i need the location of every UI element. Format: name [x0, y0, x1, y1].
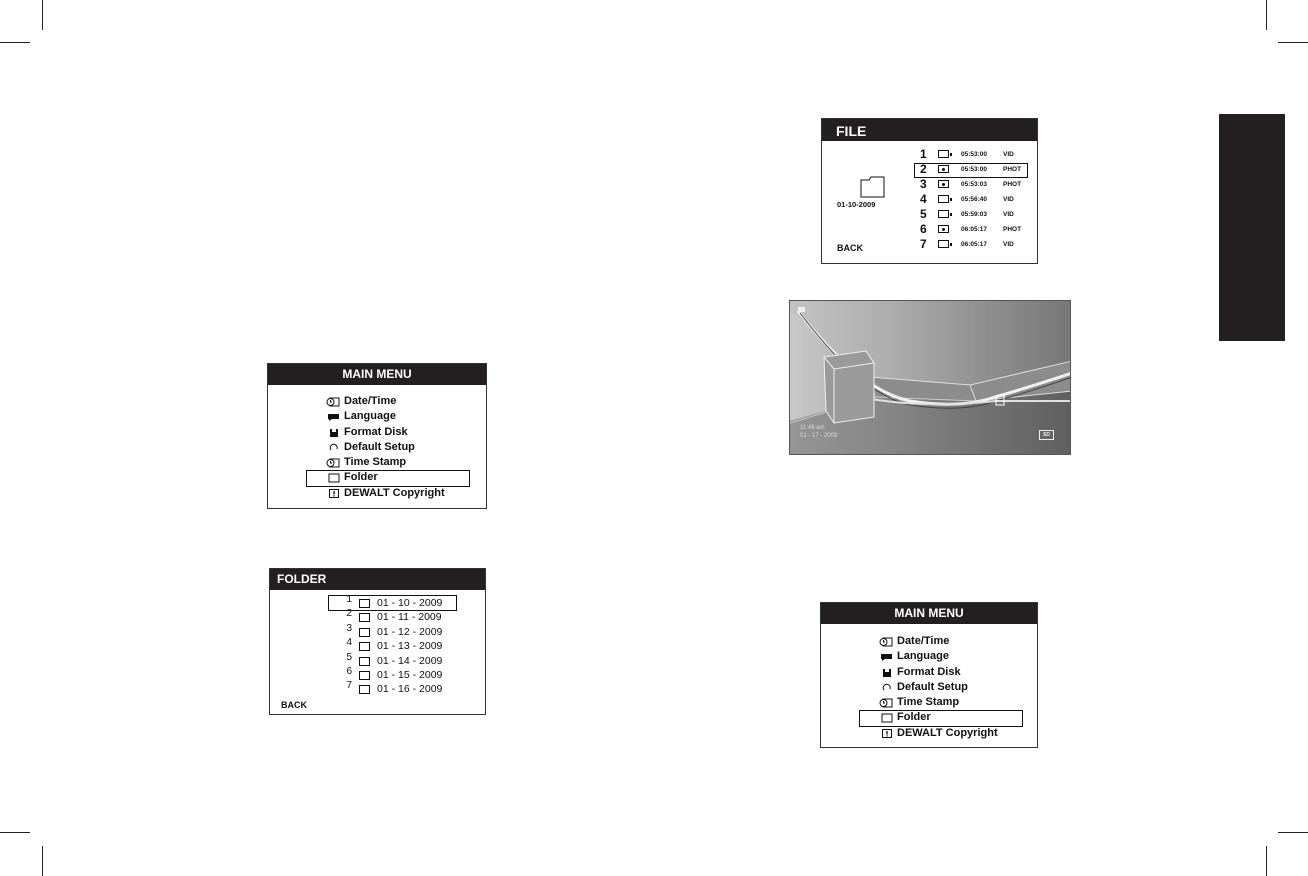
camera-time: 11:46 am [800, 425, 825, 431]
menu-item-dewalt-copyright[interactable] [314, 486, 464, 501]
folder-icon [359, 642, 370, 651]
crop-mark [1278, 42, 1308, 43]
menu-item-folder[interactable] [867, 710, 1017, 725]
file-row-time: 05:53:00 [961, 151, 988, 158]
file-row-time: 06:05:17 [961, 241, 988, 248]
menu-item-label: Time Stamp [897, 696, 960, 709]
main-menu-list [314, 394, 464, 501]
menu-item-dewalt-copyright[interactable] [867, 726, 1017, 741]
folder-row-date: 01 - 12 - 2009 [377, 625, 443, 638]
file-row[interactable] [914, 147, 1030, 162]
folder-row-date: 01 - 13 - 2009 [377, 640, 443, 653]
video-camera-icon [938, 210, 949, 218]
disk-icon [326, 427, 340, 438]
folder-row-date: 01 - 16 - 2009 [377, 683, 443, 696]
file-row-number: 4 [920, 192, 927, 206]
folder-icon [359, 657, 370, 666]
folder-row-number: 6 [346, 665, 352, 677]
folder-icon [326, 472, 340, 483]
file-row-time: 05:53:03 [961, 181, 988, 188]
clock-icon [879, 697, 893, 708]
menu-item-format-disk[interactable] [867, 665, 1017, 680]
folder-icon [860, 176, 886, 198]
language-tab [1219, 114, 1285, 341]
file-row-time: 06:05:17 [961, 226, 988, 233]
main-menu-list [867, 634, 1017, 741]
file-row-time: 05:56:40 [961, 196, 988, 203]
folder-icon [879, 712, 893, 723]
file-list [914, 147, 1030, 252]
menu-item-label: Language [344, 410, 396, 423]
clock-icon [879, 636, 893, 647]
file-row-time: 05:59:03 [961, 211, 988, 218]
menu-item-label: DEWALT Copyright [897, 726, 998, 739]
menu-item-label: Time Stamp [344, 456, 407, 469]
folder-row-date: 01 - 10 - 2009 [377, 597, 443, 609]
video-camera-icon [938, 240, 949, 248]
folder-icon [359, 613, 370, 622]
clock-icon [326, 396, 340, 407]
file-row-number: 1 [920, 147, 927, 161]
menu-item-label: Default Setup [344, 440, 415, 453]
camera-icon [938, 180, 949, 188]
folder-row-number: 7 [346, 680, 352, 692]
file-row[interactable] [914, 237, 1030, 252]
menu-item-label: Date/Time [897, 635, 950, 647]
file-row[interactable] [914, 192, 1030, 207]
menu-item-label: DEWALT Copyright [344, 486, 445, 499]
main-menu-screen-left [267, 363, 487, 509]
video-camera-icon [938, 195, 949, 203]
menu-item-date-time[interactable] [314, 394, 464, 409]
folder-row-number: 4 [346, 637, 352, 649]
reset-icon [879, 682, 893, 693]
file-row-type: PHOT [1003, 181, 1022, 188]
crop-mark [0, 832, 30, 833]
menu-item-time-stamp[interactable] [867, 695, 1017, 710]
file-row-number: 6 [920, 222, 927, 236]
menu-item-folder[interactable] [314, 470, 464, 485]
file-row-type: PHOT [1003, 226, 1022, 233]
folder-icon [359, 671, 370, 680]
folder-list [328, 596, 458, 697]
menu-item-default-setup[interactable] [867, 680, 1017, 695]
folder-row-number: 3 [346, 622, 352, 634]
file-row-type: VID [1003, 151, 1014, 158]
main-menu-title: MAIN MENU [268, 364, 486, 385]
info-icon [326, 488, 340, 499]
disk-icon [879, 667, 893, 678]
menu-item-label: Format Disk [344, 425, 408, 438]
folder-row-number: 2 [346, 608, 352, 620]
folder-icon [359, 685, 370, 694]
folder-row-number: 5 [346, 651, 352, 663]
crop-mark [42, 846, 43, 876]
file-row-number: 2 [920, 162, 927, 176]
file-row-type: VID [1003, 241, 1014, 248]
file-row[interactable] [914, 177, 1030, 192]
file-row[interactable] [914, 207, 1030, 222]
camera-date: 01 - 17 - 2009 [800, 433, 838, 439]
camera-view-image [789, 300, 1071, 455]
crop-mark [0, 42, 30, 43]
menu-item-language[interactable] [867, 649, 1017, 664]
file-row-type: VID [1003, 211, 1014, 218]
menu-item-label: Date/Time [344, 395, 397, 407]
info-icon [879, 728, 893, 739]
main-menu-screen-right [820, 602, 1038, 748]
sd-card-badge: SD [1039, 430, 1054, 440]
main-menu-title: MAIN MENU [821, 603, 1037, 624]
back-button[interactable]: BACK [837, 243, 863, 253]
crop-mark [1278, 832, 1308, 833]
file-row-type: PHOT [1003, 166, 1022, 173]
file-row-number: 5 [920, 207, 927, 221]
menu-item-format-disk[interactable] [314, 425, 464, 440]
folder-icon [359, 599, 370, 608]
camera-icon [938, 165, 949, 173]
file-row-time: 05:53:00 [961, 166, 988, 173]
file-screen [821, 118, 1038, 264]
folder-date: 01-10-2009 [837, 200, 876, 209]
file-row-type: VID [1003, 196, 1014, 203]
menu-item-label: Language [897, 650, 949, 663]
menu-item-label: Default Setup [897, 680, 968, 693]
crop-mark [1266, 0, 1267, 30]
inspection-scene-illustration [790, 301, 1071, 455]
folder-row[interactable] [328, 682, 458, 696]
crop-mark [1266, 846, 1267, 876]
file-row[interactable] [914, 222, 1030, 237]
folder-title: FOLDER [270, 569, 485, 590]
reset-icon [326, 442, 340, 453]
folder-row-number: 1 [346, 594, 352, 605]
file-row[interactable] [914, 162, 1030, 177]
folder-row-date: 01 - 15 - 2009 [377, 668, 443, 681]
clock-icon [326, 457, 340, 468]
camera-icon [938, 225, 949, 233]
file-title: FILE [822, 119, 1037, 141]
crop-mark [42, 0, 43, 30]
folder-icon [359, 628, 370, 637]
recording-indicator [798, 307, 805, 312]
menu-item-date-time[interactable] [867, 634, 1017, 649]
file-row-number: 3 [920, 177, 927, 191]
back-button[interactable]: BACK [281, 700, 307, 710]
menu-item-label: Folder [344, 471, 378, 484]
folder-row-date: 01 - 11 - 2009 [377, 611, 442, 624]
menu-item-label: Folder [897, 711, 931, 724]
speech-bubble-icon [326, 411, 340, 422]
folder-row-date: 01 - 14 - 2009 [377, 654, 443, 667]
menu-item-label: Format Disk [897, 665, 961, 678]
speech-bubble-icon [879, 651, 893, 662]
video-camera-icon [938, 150, 949, 158]
file-row-number: 7 [920, 237, 927, 251]
menu-item-time-stamp[interactable] [314, 455, 464, 470]
menu-item-default-setup[interactable] [314, 440, 464, 455]
menu-item-language[interactable] [314, 409, 464, 424]
folder-screen [269, 568, 486, 715]
